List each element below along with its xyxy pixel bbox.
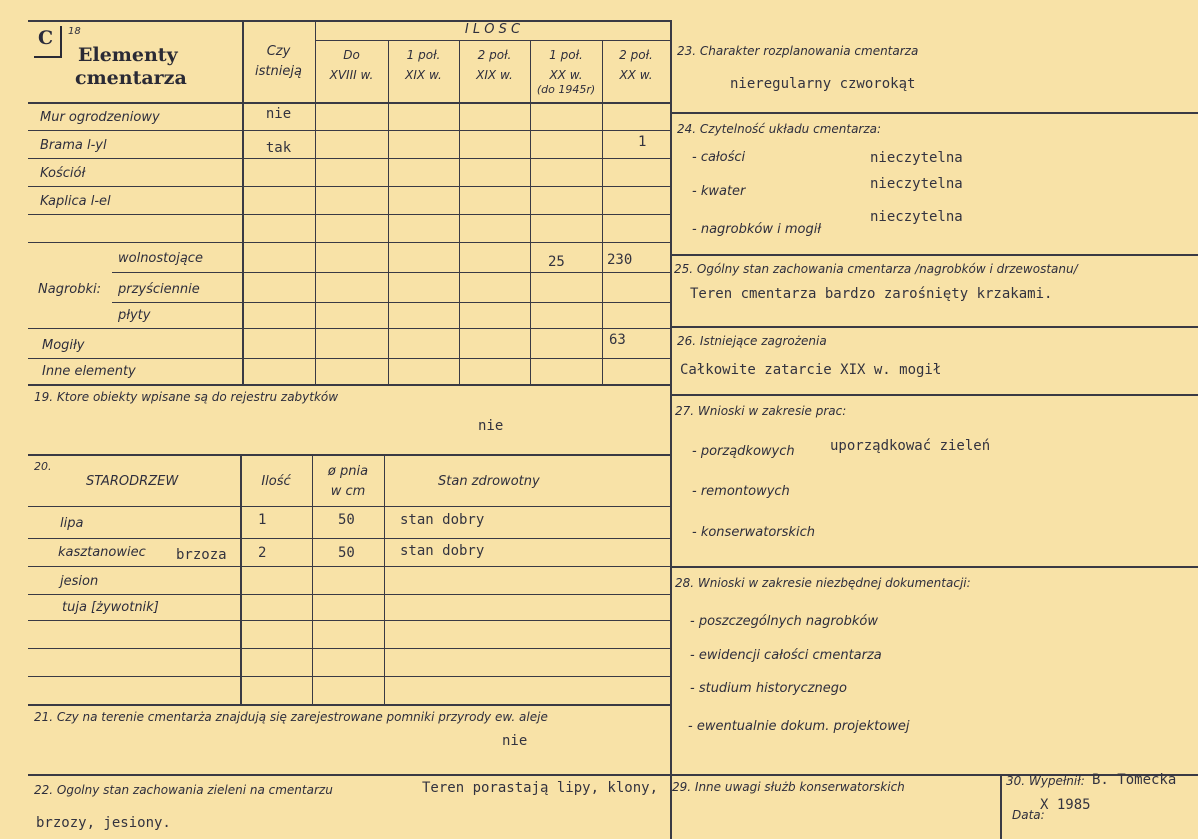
rule xyxy=(28,328,670,329)
rule xyxy=(670,112,1198,114)
row-label-mogily: Mogiły xyxy=(42,338,85,353)
tree-count: 2 xyxy=(258,545,267,561)
section-title-line2: cmentarza xyxy=(75,67,187,89)
q26-label: 26. Istniejące zagrożenia xyxy=(677,334,827,348)
rule xyxy=(28,454,670,456)
tree-name: kasztanowiec xyxy=(58,545,146,560)
section-letter: C xyxy=(38,27,54,49)
q22-label: 22. Ogolny stan zachowania zieleni na cmentarzu xyxy=(34,783,333,797)
q27-item-value: uporządkować zieleń xyxy=(830,438,991,454)
rule xyxy=(28,566,670,567)
rule xyxy=(28,358,670,359)
q25-label: 25. Ogólny stan zachowania cmentarza /nagrobków i drzewostanu/ xyxy=(674,262,1078,276)
q27-item-label: - remontowych xyxy=(692,484,790,499)
col4-header-a: 1 poł. xyxy=(549,48,583,62)
col4-header-c: (do 1945r) xyxy=(536,83,596,96)
rule xyxy=(1000,774,1002,839)
col3-header-a: 2 poł. xyxy=(477,48,512,62)
tree-state: stan dobry xyxy=(400,543,485,559)
row-label-wolnostojace: wolnostojące xyxy=(118,251,203,266)
rule xyxy=(112,302,670,303)
q20-col-ilosc: Ilość xyxy=(261,474,291,489)
q30-date-label: Data: xyxy=(1012,808,1045,822)
q24-item-value: nieczytelna xyxy=(870,176,963,192)
row-wolnostojace-col4: 25 xyxy=(548,254,565,270)
rule xyxy=(28,158,670,159)
q20-col-starodrzew: STARODRZEW xyxy=(86,474,179,489)
rule xyxy=(28,102,670,104)
col4-header-b: XX w. xyxy=(549,68,583,82)
q28-label: 28. Wnioski w zakresie niezbędnej dokumentacji: xyxy=(675,576,971,590)
q21-answer: nie xyxy=(502,733,528,749)
q27-item-label: - konserwatorskich xyxy=(692,525,815,540)
q26-answer: Całkowite zatarcie XIX w. mogił xyxy=(680,362,942,378)
rule xyxy=(459,40,460,384)
rule xyxy=(28,538,670,539)
q19-label: 19. Ktore obiekty wpisane są do rejestru zabytków xyxy=(34,390,339,404)
tree-name: lipa xyxy=(60,516,84,531)
row-label-kaplica: Kaplica l-el xyxy=(40,194,111,209)
col1-header-a: Do xyxy=(343,48,360,62)
q24-label: 24. Czytelność układu cmentarza: xyxy=(677,122,882,136)
q24-item-label: - kwater xyxy=(692,184,746,199)
rule xyxy=(670,394,1198,396)
row-brama-col5: 1 xyxy=(638,134,647,150)
rule xyxy=(28,130,670,131)
rule xyxy=(315,40,670,41)
row-label-mur: Mur ogrodzeniowy xyxy=(40,110,160,125)
rule xyxy=(28,186,670,187)
row-wolnostojace-col5: 230 xyxy=(607,252,633,268)
rule xyxy=(670,566,1198,568)
q25-answer: Teren cmentarza bardzo zarośnięty krzakami. xyxy=(690,286,1053,302)
row-label-plyty: płyty xyxy=(118,308,151,323)
row-mogily-col5: 63 xyxy=(609,332,626,348)
q27-label: 27. Wnioski w zakresie prac: xyxy=(675,404,847,418)
tree-count: 1 xyxy=(258,512,267,528)
rule xyxy=(670,254,1198,256)
tree-diameter: 50 xyxy=(338,512,355,528)
q23-label: 23. Charakter rozplanowania cmentarza xyxy=(677,44,919,58)
section-title-line1: Elementy xyxy=(78,44,178,66)
row-mur-czy: nie xyxy=(265,106,292,122)
row-label-nagrobki: Nagrobki: xyxy=(38,282,102,297)
q21-label: 21. Czy na terenie cmentarża znajdują się zarejestrowane pomniki przyrody ew. aleje xyxy=(34,710,548,724)
rule xyxy=(28,620,670,621)
q22-answer-line2: brzozy, jesiony. xyxy=(36,815,171,831)
col5-header-a: 2 poł. xyxy=(619,48,653,62)
q20-col-pien-a: ø pnia xyxy=(327,464,369,479)
q27-item-label: - porządkowych xyxy=(692,444,795,459)
rule xyxy=(28,384,670,386)
tree-diameter: 50 xyxy=(338,545,355,561)
rule xyxy=(112,272,670,273)
rule xyxy=(28,242,670,243)
rule xyxy=(28,648,670,649)
tree-extra-name: brzoza xyxy=(176,547,227,563)
col5-header-b: XX w. xyxy=(619,68,653,82)
q22-answer-line1: Teren porastają lipy, klony, xyxy=(422,780,659,796)
rule xyxy=(28,506,670,507)
col1-header-b: XVIII w. xyxy=(329,68,374,82)
rule xyxy=(28,676,670,677)
row-label-kosciol: Kościół xyxy=(40,166,86,181)
q30-name: B. Tomecka xyxy=(1092,772,1177,788)
q23-answer: nieregularny czworokąt xyxy=(730,76,916,92)
rule xyxy=(240,454,242,704)
rule xyxy=(602,40,603,384)
rule xyxy=(28,594,670,595)
q28-item: - studium historycznego xyxy=(690,681,847,696)
col2-header-a: 1 poł. xyxy=(406,48,441,62)
row-label-przyscienne: przyściennie xyxy=(118,282,200,297)
q28-item: - ewentualnie dokum. projektowej xyxy=(688,719,910,734)
section-number: 18 xyxy=(68,26,81,37)
q28-item: - poszczególnych nagrobków xyxy=(690,614,878,629)
row-brama-czy: tak xyxy=(265,140,292,156)
row-label-inne: Inne elementy xyxy=(42,364,136,379)
q24-item-label: - całości xyxy=(692,150,746,165)
czy-header-2: istnieją xyxy=(255,64,302,79)
q24-item-label: - nagrobków i mogił xyxy=(692,222,822,237)
rule xyxy=(388,40,389,384)
q30-date: X 1985 xyxy=(1040,797,1091,813)
tree-state: stan dobry xyxy=(400,512,485,528)
czy-header-1: Czy xyxy=(266,44,291,59)
q24-item-value: nieczytelna xyxy=(870,209,963,225)
ilosc-header: I L O S C xyxy=(464,22,521,37)
row-label-brama: Brama l-yl xyxy=(40,138,107,153)
q20-col-stan: Stan zdrowotny xyxy=(438,474,540,489)
rule xyxy=(670,326,1198,328)
q19-answer: nie xyxy=(478,418,504,434)
rule xyxy=(384,454,385,704)
q30-label: 30. Wypełnił: xyxy=(1006,774,1085,788)
rule xyxy=(28,704,670,706)
q28-item: - ewidencji całości cmentarza xyxy=(690,648,882,663)
col3-header-b: XIX w. xyxy=(476,68,513,82)
q20-col-pien-b: w cm xyxy=(330,484,366,499)
q29-label: 29. Inne uwagi służb konserwatorskich xyxy=(672,780,905,794)
col2-header-b: XIX w. xyxy=(405,68,442,82)
q20-number: 20. xyxy=(34,460,52,473)
rule xyxy=(670,20,672,839)
tree-name: jesion xyxy=(60,574,99,589)
section-letter-box xyxy=(34,26,62,58)
q24-item-value: nieczytelna xyxy=(870,150,963,166)
rule xyxy=(28,214,670,215)
tree-name: tuja [żywotnik] xyxy=(62,600,159,615)
